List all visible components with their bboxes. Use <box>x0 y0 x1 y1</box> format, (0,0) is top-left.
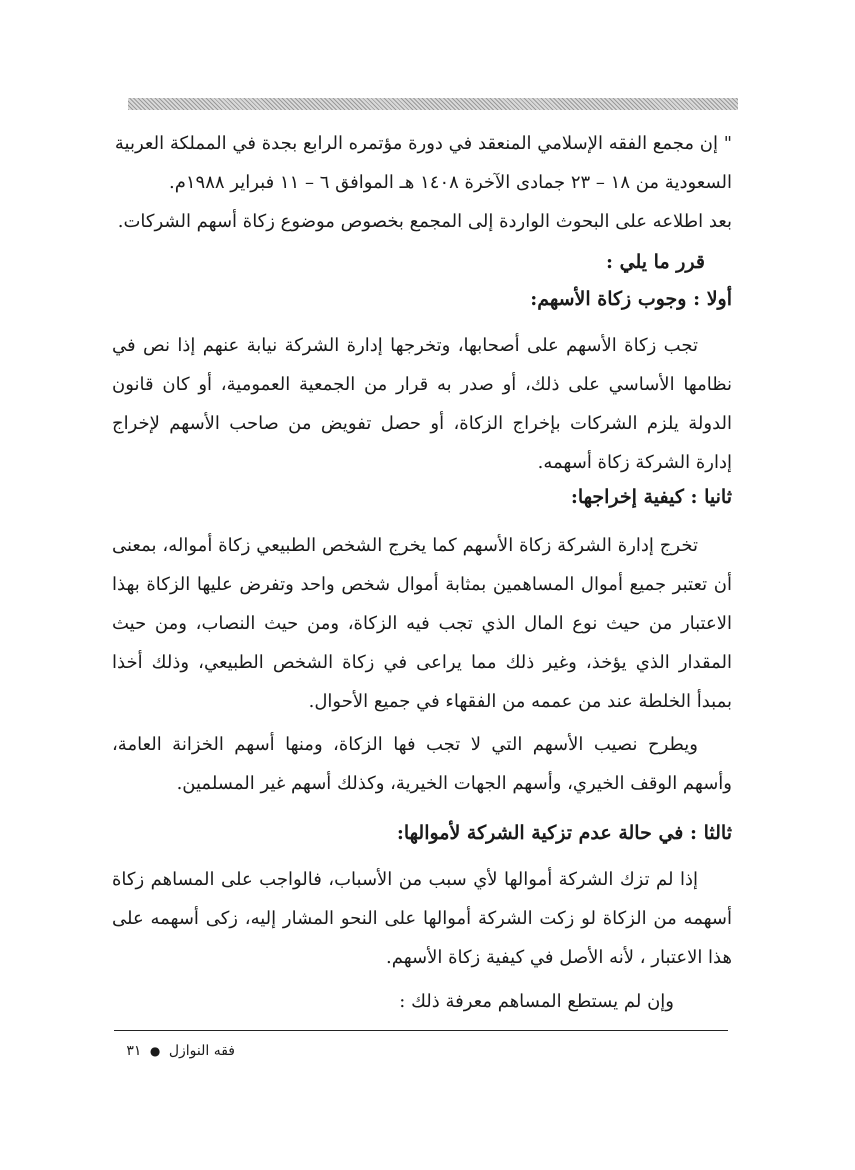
intro-line-3: بعد اطلاعه على البحوث الواردة إلى المجمع بخصوص موضوع زكاة أسهم الشركات. <box>117 211 732 232</box>
section2-text-1: تخرج إدارة الشركة زكاة الأسهم كما يخرج الشخص الطبيعي زكاة أمواله، بمعنى أن تعتبر جميع أموال المساهمين بمثابة أموال شخص واحد وتفرض عليها الزكاة بهذا الاعتبار من حيث نوع المال الذي تجب فيه الزكاة، ومن حيث النصاب، ومن حيث المقدار الذي يؤخذ، وغير ذلك مما يراعى في زكاة الشخص الطبيعي، وذلك أخذا بمبدأ الخلطة عند من عممه من الفقهاء في جميع الأحوال. <box>112 535 732 712</box>
section2-paragraph-2 <box>112 725 732 803</box>
section1-paragraph <box>112 326 732 482</box>
footer-page-number: ٣١ <box>126 1043 142 1059</box>
page-footer <box>126 1043 235 1059</box>
section1-heading: أولا : وجوب زكاة الأسهم: <box>530 288 732 310</box>
footer-divider <box>114 1030 728 1031</box>
intro-paragraph <box>112 124 732 241</box>
intro-line-1: " إن مجمع الفقه الإسلامي المنعقد في دورة مؤتمره الرابع بجدة في المملكة العربية <box>114 133 732 154</box>
section2-paragraph-1 <box>112 526 732 721</box>
section3-paragraph-1 <box>112 860 732 977</box>
section2-heading: ثانيا : كيفية إخراجها: <box>570 486 732 508</box>
footer-book-title: فقه النوازل <box>168 1043 235 1059</box>
section3-text-1: إذا لم تزك الشركة أموالها لأي سبب من الأسباب، فالواجب على المساهم زكاة أسهمه من الزكاة لو زكت الشركة أموالها على النحو المشار إليه، زكى أسهمه على هذا الاعتبار ، لأنه الأصل في كيفية زكاة الأسهم. <box>112 869 732 968</box>
header-decorative-bar <box>128 98 738 110</box>
section1-text: تجب زكاة الأسهم على أصحابها، وتخرجها إدارة الشركة نيابة عنهم إذا نص في نظامها الأساسي على ذلك، أو صدر به قرار من الجمعية العمومية، أو كان قانون الدولة يلزم الشركات بإخراج الزكاة، أو حصل تفويض من صاحب الأسهم لإخراج إدارة الشركة زكاة أسهمه. <box>112 335 732 473</box>
section3-heading: ثالثا : في حالة عدم تزكية الشركة لأموالها: <box>396 822 732 844</box>
bullet-icon: ● <box>149 1044 161 1058</box>
intro-line-2: السعودية من ١٨ – ٢٣ جمادى الآخرة ١٤٠٨ هـ الموافق ٦ – ١١ فبراير ١٩٨٨م. <box>169 172 732 193</box>
section3-text-2: وإن لم يستطع المساهم معرفة ذلك : <box>399 991 674 1012</box>
decision-heading: قرر ما يلي : <box>606 251 705 273</box>
section2-text-2: ويطرح نصيب الأسهم التي لا تجب فها الزكاة، ومنها أسهم الخزانة العامة، وأسهم الوقف الخيري، وأسهم الجهات الخيرية، وكذلك أسهم غير المسلمين. <box>112 734 732 794</box>
section3-paragraph-2 <box>112 982 732 1021</box>
